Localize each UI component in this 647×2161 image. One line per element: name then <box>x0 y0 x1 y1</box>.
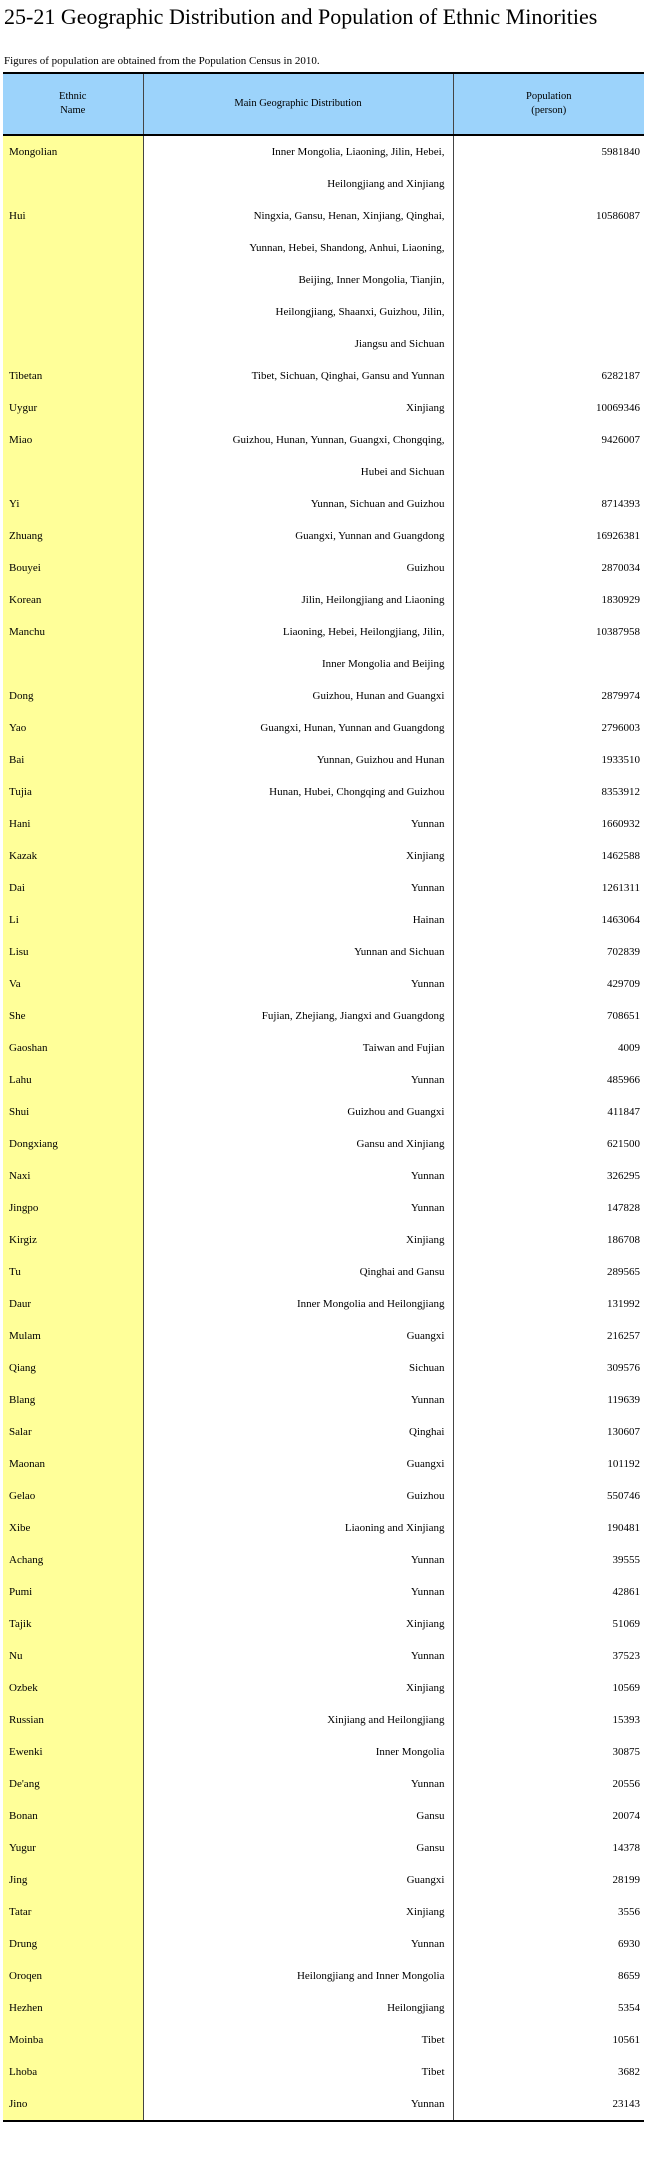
table-row <box>3 520 644 552</box>
table-row <box>3 1992 644 2024</box>
distribution-cell <box>143 1576 453 1608</box>
table-row <box>3 1480 644 1512</box>
distribution-line: Gansu <box>416 1810 445 1822</box>
ethnic-name-cell: Gelao <box>3 1480 143 1512</box>
distribution-cell <box>143 1960 453 1992</box>
ethnic-name-cell: Ewenki <box>3 1736 143 1768</box>
population-cell: 429709 <box>607 978 640 990</box>
source-note: Figures of population are obtained from the Population Census in 2010. <box>4 55 320 67</box>
distribution-cell <box>143 1608 453 1640</box>
distribution-line: Liaoning and Xinjiang <box>344 1522 445 1534</box>
table-row <box>3 360 644 392</box>
distribution-line: Qinghai <box>409 1426 445 1438</box>
table-row <box>3 1064 644 1096</box>
population-cell: 30875 <box>612 1746 640 1758</box>
distribution-line: Jilin, Heilongjiang and Liaoning <box>301 594 445 606</box>
distribution-line: Gansu <box>416 1842 445 1854</box>
distribution-line: Guizhou <box>406 1490 445 1502</box>
table-row <box>3 1960 644 1992</box>
distribution-line: Guangxi <box>406 1874 445 1886</box>
distribution-cell <box>143 1320 453 1352</box>
distribution-cell <box>143 1768 453 1800</box>
distribution-cell <box>143 872 453 904</box>
distribution-line: Hainan <box>412 914 445 926</box>
table-row <box>3 680 644 712</box>
distribution-cell <box>143 2024 453 2056</box>
table-row <box>3 2056 644 2088</box>
population-cell: 708651 <box>607 1010 640 1022</box>
table-row <box>3 712 644 744</box>
distribution-line: Xinjiang <box>406 850 445 862</box>
distribution-line: Tibet <box>421 2066 445 2078</box>
ethnic-name-cell: Russian <box>3 1704 143 1736</box>
distribution-cell <box>143 488 453 520</box>
population-cell: 51069 <box>612 1618 640 1630</box>
distribution-cell <box>143 808 453 840</box>
ethnic-name-cell: Korean <box>3 584 143 616</box>
ethnic-name-cell: De'ang <box>3 1768 143 1800</box>
table-row <box>3 936 644 968</box>
ethnic-name-cell: Li <box>3 904 143 936</box>
population-cell: 485966 <box>607 1074 640 1086</box>
ethnic-name-cell: Hani <box>3 808 143 840</box>
table-row <box>3 1256 644 1288</box>
distribution-line: Yunnan <box>410 1938 445 1950</box>
distribution-cell <box>143 1256 453 1288</box>
ethnic-name-cell: Ozbek <box>3 1672 143 1704</box>
header-ethnic-name <box>3 73 143 135</box>
distribution-cell <box>143 200 453 360</box>
distribution-line: Inner Mongolia and Beijing <box>321 658 445 670</box>
population-cell: 1660932 <box>601 818 640 830</box>
header-population-line: Population <box>525 91 572 102</box>
distribution-cell <box>143 1928 453 1960</box>
ethnic-name-cell: Miao <box>3 424 143 488</box>
distribution-cell <box>143 1544 453 1576</box>
population-cell: 20556 <box>612 1778 640 1790</box>
distribution-cell <box>143 1000 453 1032</box>
table-row <box>3 1896 644 1928</box>
distribution-line: Inner Mongolia, Liaoning, Jilin, Hebei, <box>271 146 445 158</box>
table-row <box>3 1608 644 1640</box>
table-row <box>3 2088 644 2121</box>
population-cell: 10069346 <box>596 402 640 414</box>
population-cell: 37523 <box>612 1650 640 1662</box>
distribution-line: Guangxi, Yunnan and Guangdong <box>295 530 445 542</box>
distribution-cell <box>143 584 453 616</box>
distribution-cell <box>143 1416 453 1448</box>
distribution-cell <box>143 680 453 712</box>
header-population-line: (person) <box>531 105 567 116</box>
table-row <box>3 552 644 584</box>
distribution-line: Yunnan, Guizhou and Hunan <box>316 754 445 766</box>
ethnic-name-cell: Pumi <box>3 1576 143 1608</box>
table-row <box>3 135 644 200</box>
distribution-line: Tibet <box>421 2034 445 2046</box>
distribution-line: Yunnan, Hebei, Shandong, Anhui, Liaoning, <box>249 242 445 254</box>
ethnic-name-cell: Tu <box>3 1256 143 1288</box>
ethnic-name-cell: Daur <box>3 1288 143 1320</box>
distribution-cell <box>143 1096 453 1128</box>
ethnic-name-cell: Nu <box>3 1640 143 1672</box>
ethnic-name-cell: Dongxiang <box>3 1128 143 1160</box>
table-row <box>3 776 644 808</box>
distribution-line: Yunnan <box>410 1394 445 1406</box>
distribution-line: Guangxi <box>406 1458 445 1470</box>
table-row <box>3 1832 644 1864</box>
distribution-line: Xinjiang <box>406 1906 445 1918</box>
distribution-cell <box>143 2088 453 2121</box>
population-cell: 10569 <box>612 1682 640 1694</box>
table-row <box>3 1704 644 1736</box>
population-cell: 1261311 <box>601 882 640 894</box>
table-row <box>3 2024 644 2056</box>
distribution-cell <box>143 1640 453 1672</box>
table-row <box>3 1672 644 1704</box>
distribution-line: Ningxia, Gansu, Henan, Xinjiang, Qinghai, <box>253 210 445 222</box>
ethnic-name-cell: Yugur <box>3 1832 143 1864</box>
distribution-cell <box>143 968 453 1000</box>
distribution-line: Liaoning, Hebei, Heilongjiang, Jilin, <box>282 626 445 638</box>
population-cell: 1933510 <box>601 754 640 766</box>
distribution-cell <box>143 744 453 776</box>
ethnic-name-cell: Zhuang <box>3 520 143 552</box>
distribution-cell <box>143 1896 453 1928</box>
distribution-line: Yunnan <box>410 1170 445 1182</box>
ethnic-name-cell: Jingpo <box>3 1192 143 1224</box>
distribution-line: Taiwan and Fujian <box>362 1042 445 1054</box>
page-title: 25-21 Geographic Distribution and Population of Ethnic Minorities <box>4 4 598 29</box>
population-cell: 131992 <box>607 1298 640 1310</box>
ethnic-name-cell: Kazak <box>3 840 143 872</box>
table-row <box>3 1224 644 1256</box>
distribution-line: Xinjiang <box>406 402 445 414</box>
table-row <box>3 584 644 616</box>
distribution-cell <box>143 904 453 936</box>
ethnic-name-cell: Mongolian <box>3 135 143 200</box>
population-cell: 326295 <box>607 1170 640 1182</box>
distribution-line: Yunnan <box>410 1650 445 1662</box>
ethnic-name-cell: Maonan <box>3 1448 143 1480</box>
distribution-cell <box>143 1224 453 1256</box>
distribution-line: Yunnan <box>410 1554 445 1566</box>
ethnic-name-cell: Shui <box>3 1096 143 1128</box>
table-row <box>3 808 644 840</box>
distribution-cell <box>143 1704 453 1736</box>
distribution-cell <box>143 1128 453 1160</box>
table-row <box>3 968 644 1000</box>
ethnic-name-cell: Lahu <box>3 1064 143 1096</box>
table-row <box>3 872 644 904</box>
ethnic-name-cell: Kirgiz <box>3 1224 143 1256</box>
population-cell: 1463064 <box>601 914 640 926</box>
population-cell: 9426007 <box>601 434 640 446</box>
distribution-line: Xinjiang <box>406 1234 445 1246</box>
population-cell: 10586087 <box>596 210 640 222</box>
population-cell: 39555 <box>612 1554 640 1566</box>
distribution-line: Yunnan <box>410 1202 445 1214</box>
distribution-line: Fujian, Zhejiang, Jiangxi and Guangdong <box>261 1010 445 1022</box>
table-row <box>3 1128 644 1160</box>
distribution-cell <box>143 1288 453 1320</box>
population-cell: 130607 <box>607 1426 640 1438</box>
population-cell: 216257 <box>607 1330 640 1342</box>
population-cell: 702839 <box>607 946 640 958</box>
table-row <box>3 1448 644 1480</box>
population-cell: 20074 <box>612 1810 640 1822</box>
ethnic-name-cell: Achang <box>3 1544 143 1576</box>
table-row <box>3 1352 644 1384</box>
population-cell: 119639 <box>607 1394 640 1406</box>
distribution-line: Inner Mongolia <box>375 1746 445 1758</box>
population-cell: 550746 <box>607 1490 640 1502</box>
distribution-cell <box>143 360 453 392</box>
table-row <box>3 1320 644 1352</box>
table-row <box>3 1928 644 1960</box>
ethnic-name-cell: Oroqen <box>3 1960 143 1992</box>
population-cell: 2879974 <box>601 690 640 702</box>
table-row <box>3 1288 644 1320</box>
distribution-line: Guangxi <box>406 1330 445 1342</box>
header-ethnic-name-line: Ethnic <box>59 91 87 102</box>
distribution-line: Yunnan, Sichuan and Guizhou <box>310 498 445 510</box>
population-cell: 101192 <box>607 1458 640 1470</box>
distribution-cell <box>143 392 453 424</box>
ethnic-name-cell: Gaoshan <box>3 1032 143 1064</box>
distribution-line: Guangxi, Hunan, Yunnan and Guangdong <box>260 722 445 734</box>
distribution-line: Guizhou <box>406 562 445 574</box>
distribution-cell <box>143 712 453 744</box>
ethnic-name-cell: Tajik <box>3 1608 143 1640</box>
distribution-cell <box>143 552 453 584</box>
population-cell: 8353912 <box>601 786 640 798</box>
population-cell: 1830929 <box>601 594 640 606</box>
population-cell: 5354 <box>618 2002 640 2014</box>
population-cell: 42861 <box>612 1586 640 1598</box>
table-row <box>3 1864 644 1896</box>
distribution-cell <box>143 1864 453 1896</box>
distribution-line: Yunnan <box>410 1778 445 1790</box>
population-cell: 28199 <box>612 1874 640 1886</box>
population-cell: 289565 <box>607 1266 640 1278</box>
table-row <box>3 1544 644 1576</box>
distribution-line: Yunnan and Sichuan <box>354 946 445 958</box>
population-cell: 23143 <box>453 2088 644 2121</box>
table-row <box>3 904 644 936</box>
ethnic-name-cell: Bai <box>3 744 143 776</box>
distribution-cell <box>143 1064 453 1096</box>
distribution-line: Yunnan <box>410 2098 445 2110</box>
ethnic-name-cell: Tujia <box>3 776 143 808</box>
population-cell: 5981840 <box>601 146 640 158</box>
ethnic-name-cell: Jing <box>3 1864 143 1896</box>
population-cell: 411847 <box>607 1106 640 1118</box>
distribution-line: Inner Mongolia and Heilongjiang <box>296 1298 445 1310</box>
distribution-cell <box>143 1512 453 1544</box>
population-cell: 14378 <box>612 1842 640 1854</box>
ethnic-name-cell: Lisu <box>3 936 143 968</box>
table-row <box>3 1768 644 1800</box>
ethnic-name-cell: Tatar <box>3 1896 143 1928</box>
ethnic-name-cell: Jino <box>3 2088 143 2121</box>
population-cell: 621500 <box>607 1138 640 1150</box>
distribution-line: Guizhou and Guangxi <box>347 1106 445 1118</box>
distribution-line: Gansu and Xinjiang <box>356 1138 445 1150</box>
table-row <box>3 1736 644 1768</box>
ethnic-name-cell: Hezhen <box>3 1992 143 2024</box>
population-cell: 2796003 <box>601 722 640 734</box>
table-row <box>3 488 644 520</box>
header-distribution: Main Geographic Distribution <box>143 73 453 135</box>
ethnic-name-cell: She <box>3 1000 143 1032</box>
distribution-cell <box>143 1192 453 1224</box>
distribution-line: Yunnan <box>410 978 445 990</box>
distribution-line: Beijing, Inner Mongolia, Tianjin, <box>298 274 445 286</box>
population-cell: 3682 <box>618 2066 640 2078</box>
ethnic-name-cell: Bonan <box>3 1800 143 1832</box>
population-cell: 6282187 <box>601 370 640 382</box>
distribution-cell <box>143 776 453 808</box>
ethnic-name-cell: Dong <box>3 680 143 712</box>
distribution-cell <box>143 1448 453 1480</box>
ethnic-name-cell: Blang <box>3 1384 143 1416</box>
distribution-line: Hubei and Sichuan <box>360 466 445 478</box>
distribution-line: Yunnan <box>410 818 445 830</box>
distribution-cell <box>143 1160 453 1192</box>
distribution-cell <box>143 1736 453 1768</box>
distribution-cell <box>143 135 453 200</box>
distribution-line: Xinjiang <box>406 1618 445 1630</box>
table-row <box>3 1096 644 1128</box>
ethnic-name-cell: Yao <box>3 712 143 744</box>
ethnic-name-cell: Uygur <box>3 392 143 424</box>
population-cell: 10387958 <box>596 626 640 638</box>
ethnic-name-cell: Naxi <box>3 1160 143 1192</box>
ethnic-name-cell: Hui <box>3 200 143 360</box>
ethnic-name-cell: Mulam <box>3 1320 143 1352</box>
table-row <box>3 1800 644 1832</box>
table-body <box>3 135 644 2121</box>
table-row <box>3 392 644 424</box>
distribution-line: Heilongjiang, Shaanxi, Guizhou, Jilin, <box>275 306 445 318</box>
distribution-line: Yunnan <box>410 882 445 894</box>
table-row <box>3 1032 644 1064</box>
distribution-line: Xinjiang <box>406 1682 445 1694</box>
population-cell: 4009 <box>618 1042 640 1054</box>
ethnic-name-cell: Moinba <box>3 2024 143 2056</box>
distribution-cell <box>143 2056 453 2088</box>
population-cell: 1462588 <box>601 850 640 862</box>
population-cell: 8714393 <box>601 498 640 510</box>
distribution-cell <box>143 520 453 552</box>
distribution-line: Qinghai and Gansu <box>359 1266 445 1278</box>
header-ethnic-name-line: Name <box>60 105 86 116</box>
distribution-line: Guizhou, Hunan and Guangxi <box>312 690 445 702</box>
distribution-line: Heilongjiang and Inner Mongolia <box>296 1970 445 1982</box>
population-cell: 16926381 <box>596 530 640 542</box>
population-cell: 10561 <box>612 2034 640 2046</box>
ethnic-name-cell: Tibetan <box>3 360 143 392</box>
distribution-cell <box>143 1832 453 1864</box>
population-cell: 3556 <box>618 1906 640 1918</box>
distribution-cell <box>143 936 453 968</box>
ethnic-minorities-table <box>3 72 644 2122</box>
table-row <box>3 200 644 360</box>
distribution-cell <box>143 1800 453 1832</box>
population-cell: 6930 <box>618 1938 640 1950</box>
distribution-line: Xinjiang and Heilongjiang <box>327 1714 445 1726</box>
distribution-cell <box>143 1992 453 2024</box>
population-cell: 186708 <box>607 1234 640 1246</box>
table-row <box>3 744 644 776</box>
table-row <box>3 1000 644 1032</box>
table-row <box>3 616 644 680</box>
ethnic-name-cell: Dai <box>3 872 143 904</box>
distribution-line: Sichuan <box>409 1362 445 1374</box>
distribution-line: Yunnan <box>410 1074 445 1086</box>
table-row <box>3 1640 644 1672</box>
population-cell: 8659 <box>618 1970 640 1982</box>
ethnic-name-cell: Bouyei <box>3 552 143 584</box>
ethnic-name-cell: Salar <box>3 1416 143 1448</box>
distribution-cell <box>143 840 453 872</box>
ethnic-name-cell: Xibe <box>3 1512 143 1544</box>
table-row <box>3 1512 644 1544</box>
distribution-cell <box>143 616 453 680</box>
population-cell: 2870034 <box>601 562 640 574</box>
distribution-line: Heilongjiang <box>387 2002 445 2014</box>
distribution-cell <box>143 1032 453 1064</box>
distribution-cell <box>143 1480 453 1512</box>
distribution-line: Heilongjiang and Xinjiang <box>327 178 445 190</box>
header-population <box>453 73 644 135</box>
distribution-cell <box>143 1352 453 1384</box>
distribution-line: Guizhou, Hunan, Yunnan, Guangxi, Chongqing, <box>232 434 445 446</box>
distribution-line: Hunan, Hubei, Chongqing and Guizhou <box>269 786 445 798</box>
ethnic-name-cell: Qiang <box>3 1352 143 1384</box>
population-cell: 147828 <box>607 1202 640 1214</box>
distribution-cell <box>143 1384 453 1416</box>
ethnic-name-cell: Lhoba <box>3 2056 143 2088</box>
distribution-line: Tibet, Sichuan, Qinghai, Gansu and Yunnan <box>251 370 445 382</box>
distribution-cell <box>143 424 453 488</box>
population-cell: 309576 <box>607 1362 640 1374</box>
ethnic-name-cell: Va <box>3 968 143 1000</box>
table-row <box>3 840 644 872</box>
population-cell: 190481 <box>607 1522 640 1534</box>
table-row <box>3 1384 644 1416</box>
table-row <box>3 424 644 488</box>
ethnic-name-cell: Manchu <box>3 616 143 680</box>
table-row <box>3 1416 644 1448</box>
table-row <box>3 1192 644 1224</box>
distribution-line: Yunnan <box>410 1586 445 1598</box>
table-row <box>3 1160 644 1192</box>
ethnic-name-cell: Drung <box>3 1928 143 1960</box>
population-cell: 15393 <box>612 1714 640 1726</box>
header-row <box>3 73 644 135</box>
table-row <box>3 1576 644 1608</box>
distribution-line: Jiangsu and Sichuan <box>354 338 445 350</box>
ethnic-name-cell: Yi <box>3 488 143 520</box>
distribution-cell <box>143 1672 453 1704</box>
